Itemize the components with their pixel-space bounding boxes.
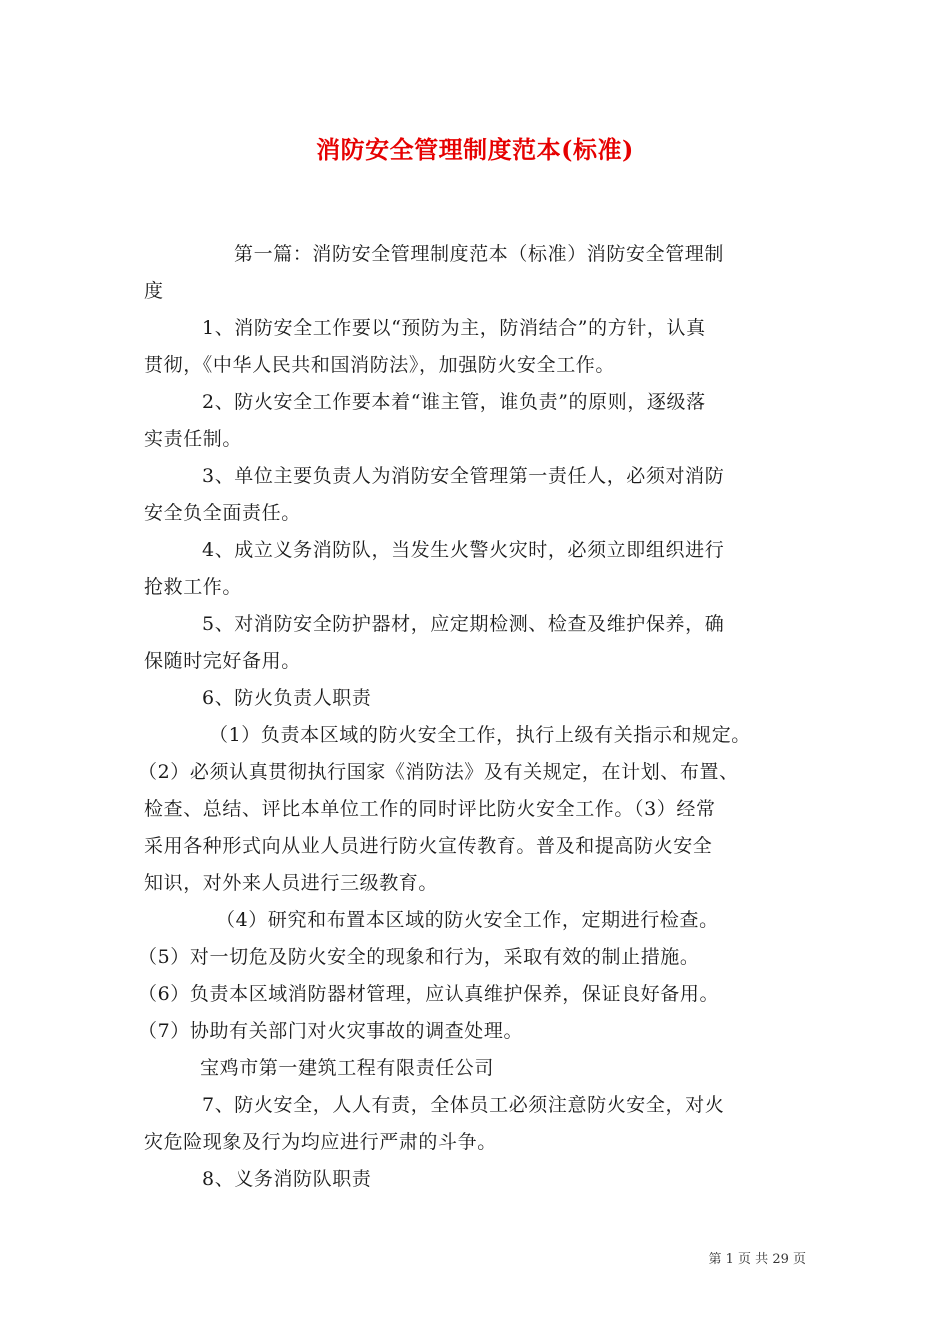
paragraph-line: 灾危险现象及行为均应进行严肃的斗争。 <box>144 1131 497 1153</box>
paragraph-line: 度 <box>144 280 164 302</box>
paragraph-line: 8、义务消防队职责 <box>202 1168 372 1190</box>
page-number: 第 1 页 共 29 页 <box>708 1252 806 1267</box>
document-body <box>138 236 814 1198</box>
paragraph-line: （2）必须认真贯彻执行国家《消防法》及有关规定，在计划、布置、 <box>138 761 739 783</box>
paragraph-line: 2、防火安全工作要本着“谁主管，谁负责”的原则，逐级落 <box>202 391 706 413</box>
paragraph-line: 采用各种形式向从业人员进行防火宣传教育。普及和提高防火安全 <box>144 835 713 857</box>
paragraph-line: 5、对消防安全防护器材，应定期检测、检查及维护保养，确 <box>202 613 725 635</box>
paragraph-line: （5）对一切危及防火安全的现象和行为，采取有效的制止措施。 <box>138 946 700 968</box>
paragraph-line: （4）研究和布置本区域的防火安全工作，定期进行检查。 <box>216 909 719 931</box>
paragraph-line: 实责任制。 <box>144 428 243 450</box>
document-title: 消防安全管理制度范本(标准) <box>316 135 634 164</box>
paragraph-line: （7）协助有关部门对火灾事故的调查处理。 <box>138 1020 524 1042</box>
paragraph-line: 保随时完好备用。 <box>144 650 301 672</box>
paragraph-line: （6）负责本区域消防器材管理，应认真维护保养，保证良好备用。 <box>138 983 720 1005</box>
paragraph-line: 贯彻，《中华人民共和国消防法》，加强防火安全工作。 <box>144 354 616 376</box>
paragraph-line: 第一篇：消防安全管理制度范本（标准）消防安全管理制 <box>234 243 725 265</box>
paragraph-line: 7、防火安全，人人有责，全体员工必须注意防火安全，对火 <box>202 1094 725 1116</box>
paragraph-line: 安全负全面责任。 <box>144 502 301 524</box>
paragraph-line: 知识，对外来人员进行三级教育。 <box>144 872 439 894</box>
paragraph-line: （1）负责本区域的防火安全工作，执行上级有关指示和规定。 <box>209 724 751 746</box>
paragraph-line: 6、防火负责人职责 <box>202 687 372 709</box>
paragraph-line: 1、消防安全工作要以“预防为主，防消结合”的方针，认真 <box>202 317 706 339</box>
paragraph-line: 3、单位主要负责人为消防安全管理第一责任人，必须对消防 <box>202 465 725 487</box>
paragraph-line: 检查、总结、评比本单位工作的同时评比防火安全工作。（3）经常 <box>144 798 716 820</box>
paragraph-line: 4、成立义务消防队，当发生火警火灾时，必须立即组织进行 <box>202 539 725 561</box>
company-name: 宝鸡市第一建筑工程有限责任公司 <box>200 1057 495 1079</box>
paragraph-line: 抢救工作。 <box>144 576 243 598</box>
